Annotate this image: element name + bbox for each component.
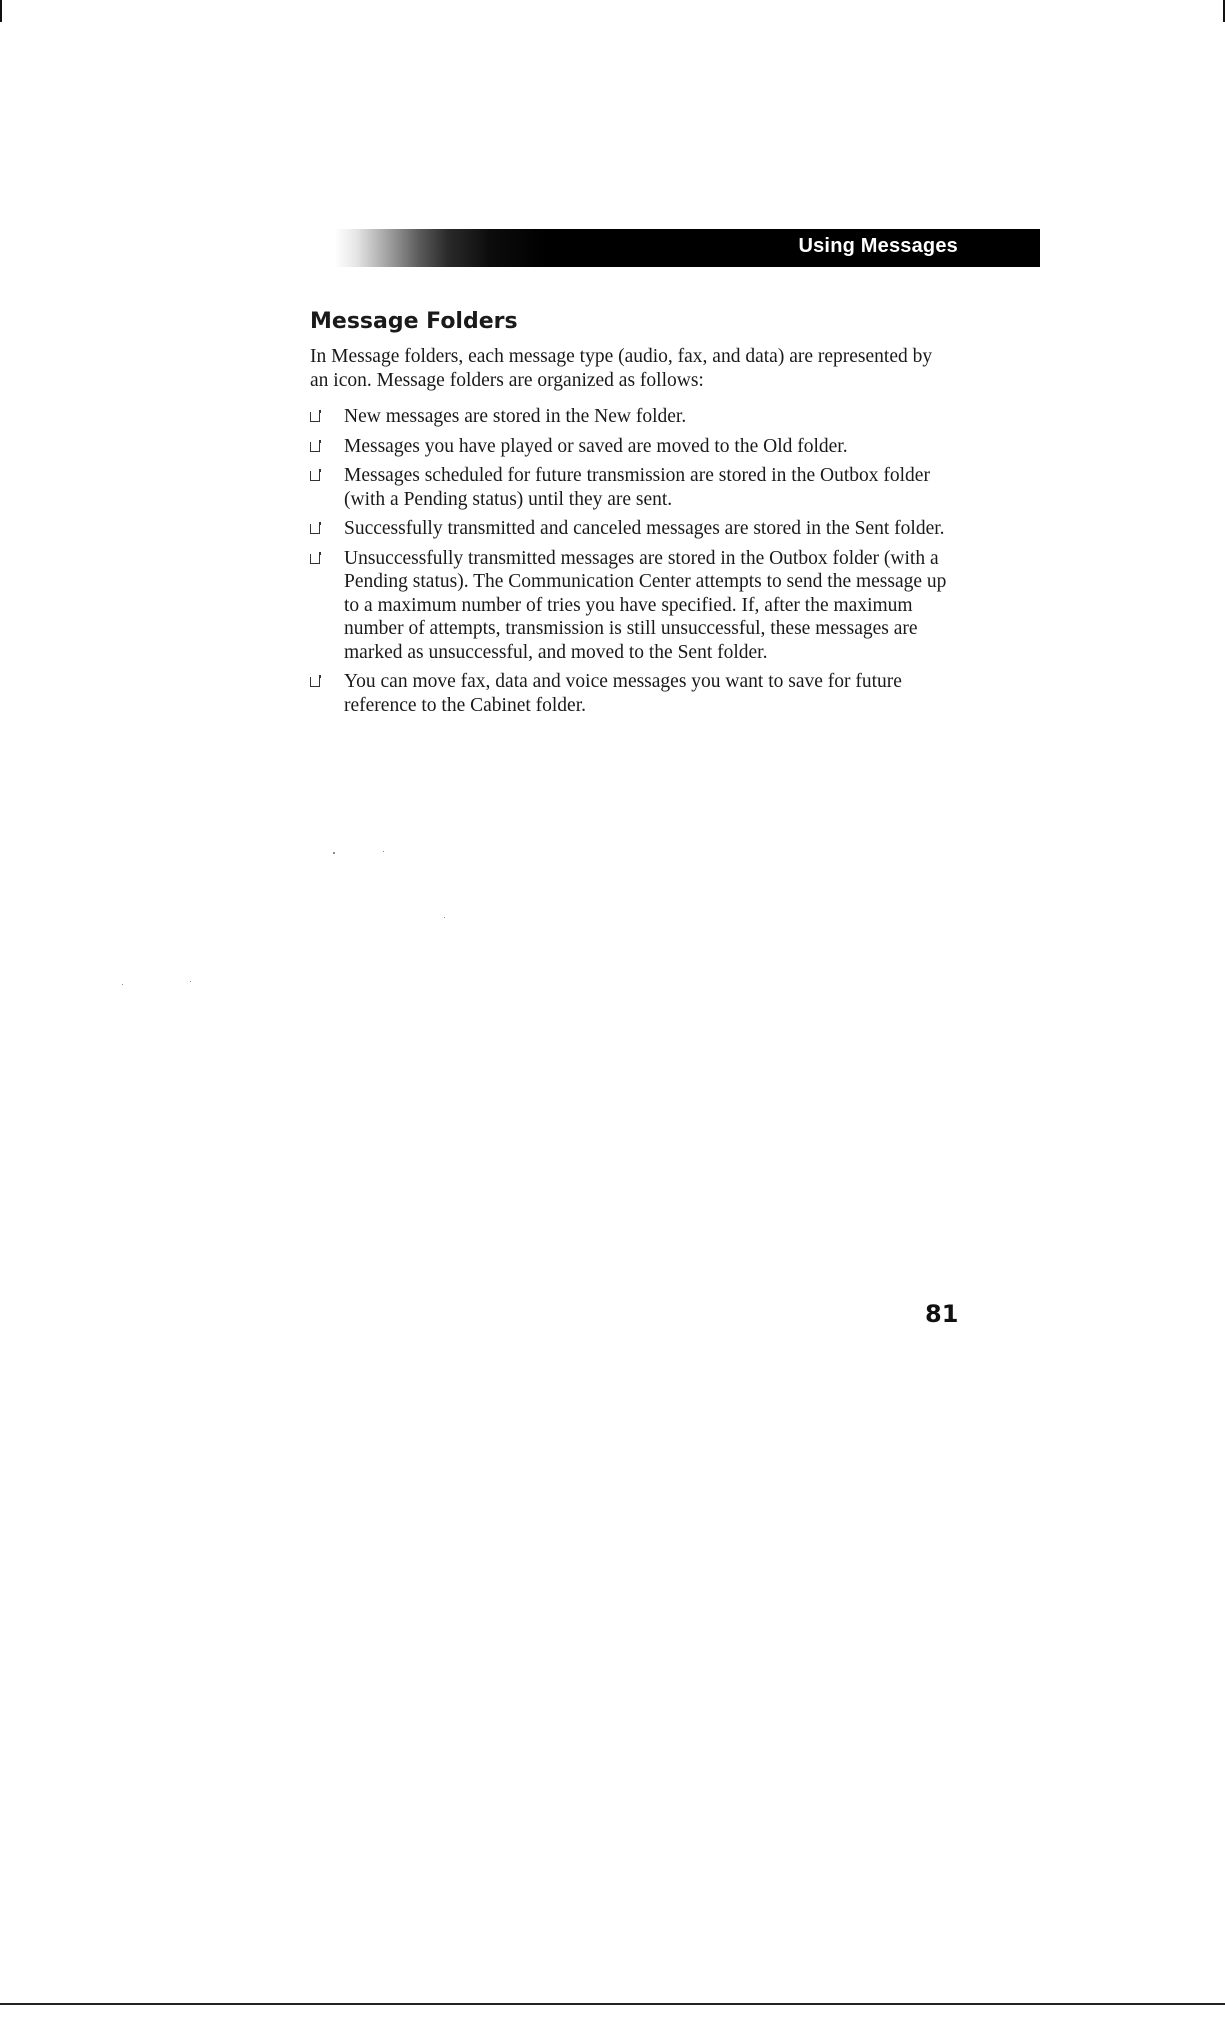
scan-speck (122, 984, 123, 985)
list-item-text: You can move fax, data and voice messages you want to save for future reference to the Cabinet folder. (344, 671, 902, 716)
checkbox-bullet-icon (310, 412, 320, 422)
page-number: 81 (925, 1300, 959, 1328)
list-item (310, 670, 965, 717)
scan-speck (444, 917, 445, 918)
page-bottom-edge (0, 2003, 1225, 2005)
section-heading: Message Folders (310, 309, 518, 334)
chapter-header-bar (335, 229, 1040, 267)
scan-speck (383, 851, 384, 852)
list-item-text: Messages scheduled for future transmission are stored in the Outbox folder (with a Pending status) until they are sent. (344, 465, 930, 510)
intro-paragraph: In Message folders, each message type (audio, fax, and data) are represented by an icon. Message folders are organized as follows: (310, 346, 933, 391)
checkbox-bullet-icon (310, 524, 320, 534)
list-item (310, 464, 965, 511)
list-item-text: Unsuccessfully transmitted messages are stored in the Outbox folder (with a Pending status). The Communication Center attempts to send the message up to a maximum number of tries you have specified. If, after the maximum number of attempts, transmission is still unsuccessful, these messages are marked as unsuccessful, and moved to the Sent folder. (344, 547, 947, 663)
scan-speck (190, 981, 191, 982)
scan-edge-mark-left (0, 0, 2, 22)
folder-bullet-list (310, 405, 965, 723)
checkbox-bullet-icon (310, 554, 320, 564)
list-item-text: New messages are stored in the New folder. (344, 406, 687, 427)
checkbox-bullet-icon (310, 677, 320, 687)
checkbox-bullet-icon (310, 442, 320, 452)
scan-speck (333, 852, 335, 854)
checkbox-bullet-icon (310, 471, 320, 481)
list-item-text: Messages you have played or saved are moved to the Old folder. (344, 435, 848, 457)
chapter-title: Using Messages (798, 235, 958, 257)
list-item (310, 517, 965, 541)
list-item-text: Successfully transmitted and canceled messages are stored in the Sent folder. (344, 518, 945, 539)
list-item (310, 435, 965, 459)
list-item (310, 405, 965, 429)
list-item (310, 547, 965, 665)
